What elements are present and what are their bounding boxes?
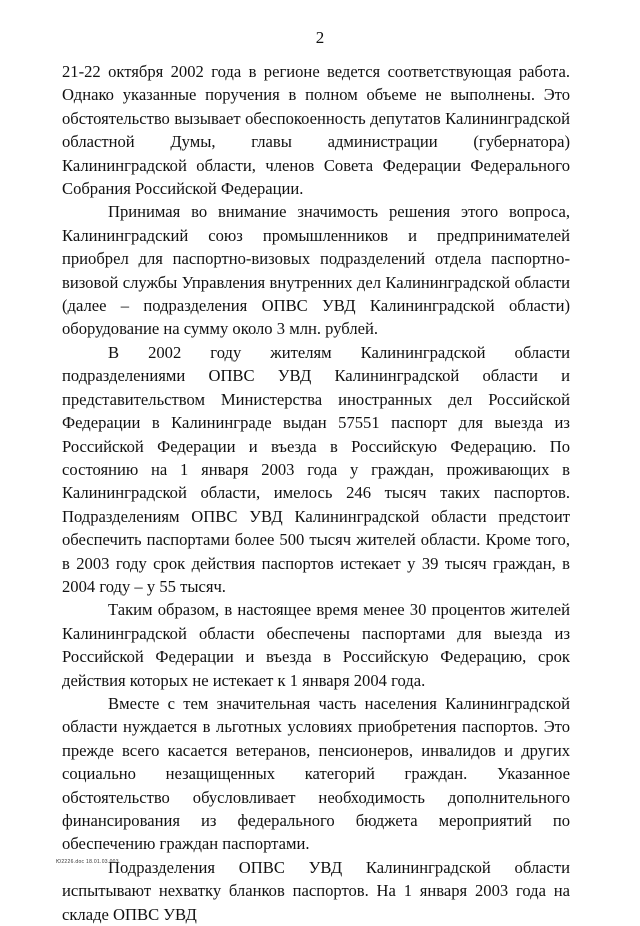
paragraph-5: Вместе с тем значительная часть населения Калининградской области нуждается в льготных условиях приобретения паспортов. Это прежде всего касается ветеранов, пенсионеров, инвалидов и других социально незащищенных категорий граждан. Указанное обстоятельство обусловливает необходимость дополнительного финансирования из федерального бюджета мероприятий по обеспечению граждан паспортами. — [62, 693, 570, 854]
page-number: 2 — [315, 28, 325, 47]
paragraph-3: В 2002 году жителям Калининградской области подразделениями ОПВС УВД Калининградской области и представительством Министерства иностранных дел Российской Федерации в Калининграде выдан 57551 паспорт для выезда из Российской Федерации и въезда в Российскую Федерацию. По состоянию на 1 января 2003 года у граждан, проживающих в Калининградской области, имелось 246 тысяч таких паспортов. Подразделениям ОПВС УВД Калининградской области предстоит обеспечить паспортами более 500 тысяч жителей области. Кроме того, в 2003 году срок действия паспортов истекает у 39 тысяч граждан, в 2004 году – у 55 тысяч. — [62, 342, 570, 596]
paragraph-6: Подразделения ОПВС УВД Калининградской области испытывают нехватку бланков паспортов. На 1 января 2003 года на складе ОПВС УВД — [62, 857, 570, 924]
paragraph-4: Таким образом, в настоящее время менее 30 процентов жителей Калининградской области обеспечены паспортами для выезда из Российской Федерации и въезда в Российскую Федерацию, срок действия которых не истекает к 1 января 2004 года. — [62, 600, 570, 690]
paragraph-2: Принимая во внимание значимость решения этого вопроса, Калининградский союз промышленников и предпринимателей приобрел для паспортно-визовых подразделений отдела паспортно-визовой службы Управления внутренних дел Калининградской области (далее – подразделения ОПВС УВД Калининградской области) оборудование на сумму около 3 млн. рублей. — [62, 202, 570, 339]
paragraph-1: 21-22 октября 2002 года в регионе ведется соответствующая работа. Однако указанные поручения в полном объеме не выполнены. Это обстоятельство вызывает обеспокоенность депутатов Калининградской областной Думы, главы администрации (губернатора) Калининградской области, членов Совета Федерации Федерального Собрания Российской Федерации. — [62, 62, 570, 199]
document-body — [62, 60, 570, 926]
footer-file-code: Ю2226.doc 18.01.03 003 — [56, 859, 119, 865]
